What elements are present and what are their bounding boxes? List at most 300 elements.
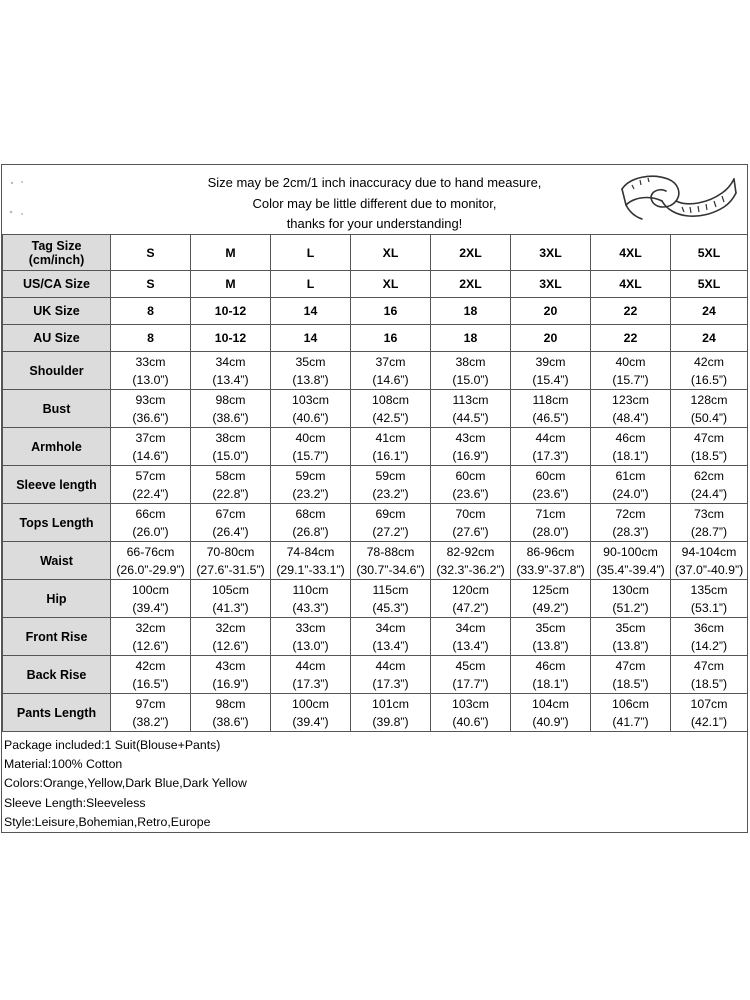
measurement-cell — [271, 542, 351, 580]
measurement-row — [3, 580, 748, 618]
inch-value: (39.4”) — [292, 714, 329, 729]
cm-value: 98cm — [215, 392, 246, 407]
inch-value: (16.1”) — [372, 448, 409, 463]
cm-value: 104cm — [532, 696, 569, 711]
inch-value: (38.6”) — [212, 714, 249, 729]
cm-value: 105cm — [212, 582, 249, 597]
inch-value: (50.4”) — [690, 410, 728, 425]
cm-value: 39cm — [535, 354, 566, 369]
measurement-cell — [511, 580, 591, 618]
cm-value: 70-80cm — [206, 544, 255, 559]
notice-line: thanks for your understanding! — [286, 216, 463, 231]
measurement-cell — [271, 580, 351, 618]
cm-value: 71cm — [535, 506, 566, 521]
info-line: Sleeve Length:Sleeveless — [4, 795, 146, 810]
inch-value: (18.1”) — [532, 676, 569, 691]
cm-value: 94-104cm — [681, 544, 737, 559]
measurement-cell — [111, 352, 191, 390]
size-chart — [1, 164, 748, 833]
cm-value: 62cm — [693, 468, 725, 483]
cm-value: 42cm — [135, 658, 166, 673]
cm-value: 90-100cm — [603, 544, 658, 559]
cm-value: 47cm — [615, 658, 646, 673]
measurement-cell — [351, 656, 431, 694]
size-cell: 20 — [511, 325, 591, 352]
measurement-cell — [431, 504, 511, 542]
inch-value: (16.9”) — [212, 676, 249, 691]
inch-value: (26.8”) — [292, 524, 329, 539]
inch-value: (28.0”) — [532, 524, 569, 539]
cm-value: 35cm — [615, 620, 646, 635]
measurement-cell — [511, 352, 591, 390]
cm-value: 115cm — [372, 582, 409, 597]
measurement-row — [3, 352, 748, 390]
measurement-cell — [271, 618, 351, 656]
measurement-cell — [191, 466, 271, 504]
cm-value: 59cm — [295, 468, 326, 483]
measurement-cell — [671, 504, 748, 542]
measurement-cell — [591, 466, 671, 504]
inch-value: (38.2”) — [132, 714, 169, 729]
size-cell: 14 — [271, 298, 351, 325]
measurement-cell — [511, 428, 591, 466]
row-label-unit: (cm/inch) — [28, 252, 85, 267]
size-header-row — [3, 298, 748, 325]
inch-value: (16.9”) — [452, 448, 489, 463]
inch-value: (17.7”) — [452, 676, 489, 691]
row-label: Hip — [3, 580, 111, 618]
inch-value: (15.0”) — [212, 448, 249, 463]
inch-value: (41.3”) — [212, 600, 249, 615]
cm-value: 44cm — [535, 430, 566, 445]
cm-value: 33cm — [295, 620, 326, 635]
measurement-cell — [591, 428, 671, 466]
measurement-row — [3, 656, 748, 694]
cm-value: 32cm — [215, 620, 246, 635]
size-cell: 3XL — [511, 235, 591, 271]
inch-value: (37.0”-40.9”) — [674, 562, 744, 577]
measurement-row — [3, 504, 748, 542]
inch-value: (32.3”-36.2”) — [436, 562, 505, 577]
cm-value: 43cm — [215, 658, 246, 673]
measurement-cell — [671, 694, 748, 732]
inch-value: (13.4”) — [372, 638, 409, 653]
measurement-cell — [511, 618, 591, 656]
measurement-cell — [591, 390, 671, 428]
inch-value: (15.7”) — [612, 372, 649, 387]
measurement-cell — [111, 618, 191, 656]
cm-value: 135cm — [690, 582, 728, 597]
measurement-cell — [111, 542, 191, 580]
measurement-cell — [671, 352, 748, 390]
inch-value: (42.1”) — [690, 714, 728, 729]
inch-value: (12.6”) — [212, 638, 249, 653]
product-info — [4, 736, 247, 832]
measurement-cell — [191, 542, 271, 580]
measurement-cell — [351, 504, 431, 542]
inch-value: (13.4”) — [212, 372, 249, 387]
inch-value: (15.7”) — [292, 448, 329, 463]
cm-value: 34cm — [455, 620, 486, 635]
inch-value: (45.3”) — [372, 600, 409, 615]
inch-value: (23.2”) — [372, 486, 409, 501]
inch-value: (40.6”) — [452, 714, 489, 729]
cm-value: 118cm — [532, 392, 569, 407]
cm-value: 72cm — [615, 506, 646, 521]
info-line: Package included:1 Suit(Blouse+Pants) — [4, 738, 221, 752]
row-label — [3, 235, 111, 271]
inch-value: (27.6”) — [452, 524, 489, 539]
size-cell: 5XL — [671, 271, 748, 298]
size-header-row — [3, 235, 748, 271]
inch-value: (23.6”) — [452, 486, 489, 501]
cm-value: 43cm — [455, 430, 486, 445]
inch-value: (17.3”) — [372, 676, 409, 691]
measurement-cell — [271, 428, 351, 466]
size-cell: L — [271, 271, 351, 298]
cm-value: 40cm — [615, 354, 646, 369]
inch-value: (26.0”) — [132, 524, 169, 539]
cm-value: 60cm — [455, 468, 486, 483]
cm-value: 58cm — [215, 468, 246, 483]
measurement-cell — [431, 466, 511, 504]
measurement-cell — [671, 466, 748, 504]
measurement-cell — [271, 504, 351, 542]
measurement-cell — [111, 694, 191, 732]
info-line: Colors:Orange,Yellow,Dark Blue,Dark Yellow — [4, 776, 247, 791]
cm-value: 46cm — [535, 658, 566, 673]
measurement-cell — [511, 390, 591, 428]
measurement-cell — [431, 428, 511, 466]
inch-value: (14.6”) — [132, 448, 169, 463]
cm-value: 42cm — [693, 354, 725, 369]
measurement-cell — [671, 618, 748, 656]
inch-value: (29.1”-33.1”) — [276, 562, 345, 577]
measurement-cell — [591, 504, 671, 542]
inch-value: (26.4”) — [212, 524, 249, 539]
cm-value: 110cm — [292, 582, 329, 597]
inch-value: (43.3”) — [292, 600, 329, 615]
measurement-cell — [431, 352, 511, 390]
inch-value: (38.6”) — [212, 410, 249, 425]
cm-value: 108cm — [372, 392, 409, 407]
cm-value: 69cm — [375, 506, 406, 521]
size-cell: S — [111, 271, 191, 298]
measurement-cell — [511, 694, 591, 732]
size-cell: 10-12 — [191, 325, 271, 352]
measurement-row — [3, 390, 748, 428]
cm-value: 38cm — [215, 430, 246, 445]
row-label: Waist — [3, 542, 111, 580]
measurement-cell — [511, 466, 591, 504]
cm-value: 45cm — [455, 658, 486, 673]
notice-banner — [2, 165, 747, 235]
measurement-cell — [591, 580, 671, 618]
inch-value: (14.6”) — [372, 372, 409, 387]
measurement-cell — [271, 390, 351, 428]
cm-value: 40cm — [295, 430, 326, 445]
inch-value: (44.5”) — [452, 410, 489, 425]
inch-value: (39.4”) — [132, 600, 169, 615]
cm-value: 34cm — [215, 354, 246, 369]
measurement-cell — [671, 428, 748, 466]
cm-value: 60cm — [535, 468, 566, 483]
measurement-row — [3, 466, 748, 504]
measurement-cell — [351, 352, 431, 390]
size-cell: 4XL — [591, 271, 671, 298]
size-header-row — [3, 325, 748, 352]
inch-value: (17.3”) — [292, 676, 329, 691]
inch-value: (46.5”) — [532, 410, 569, 425]
size-cell: 24 — [671, 325, 748, 352]
cm-value: 103cm — [452, 696, 489, 711]
cm-value: 66cm — [135, 506, 166, 521]
measurement-cell — [111, 580, 191, 618]
measurement-cell — [271, 694, 351, 732]
cm-value: 35cm — [535, 620, 566, 635]
inch-value: (42.5”) — [372, 410, 409, 425]
measurement-cell — [511, 656, 591, 694]
size-cell: 18 — [431, 325, 511, 352]
row-label: Shoulder — [3, 352, 111, 390]
cm-value: 73cm — [693, 506, 725, 521]
size-cell: 22 — [591, 325, 671, 352]
measurement-cell — [351, 542, 431, 580]
cm-value: 34cm — [375, 620, 406, 635]
cm-value: 97cm — [135, 696, 166, 711]
cm-value: 57cm — [135, 468, 166, 483]
size-cell: 22 — [591, 298, 671, 325]
measurement-row — [3, 428, 748, 466]
measurement-cell — [191, 656, 271, 694]
measurement-cell — [431, 542, 511, 580]
measurement-cell — [671, 542, 748, 580]
measurement-cell — [591, 618, 671, 656]
inch-value: (23.6”) — [532, 486, 569, 501]
cm-value: 107cm — [690, 696, 728, 711]
inch-value: (36.6”) — [132, 410, 169, 425]
inch-value: (13.8”) — [612, 638, 649, 653]
size-table — [2, 234, 748, 732]
row-label: Sleeve length — [3, 466, 111, 504]
measurement-cell — [191, 352, 271, 390]
cm-value: 78-88cm — [366, 544, 415, 559]
measurement-cell — [351, 466, 431, 504]
size-cell: 2XL — [431, 271, 511, 298]
measurement-cell — [351, 580, 431, 618]
cm-value: 130cm — [612, 582, 649, 597]
inch-value: (28.3”) — [612, 524, 649, 539]
measurement-cell — [191, 390, 271, 428]
size-cell: 8 — [111, 298, 191, 325]
cm-value: 36cm — [693, 620, 725, 635]
inch-value: (22.8”) — [212, 486, 249, 501]
inch-value: (13.0”) — [132, 372, 169, 387]
inch-value: (33.9”-37.8”) — [516, 562, 585, 577]
inch-value: (13.0”) — [292, 638, 329, 653]
cm-value: 100cm — [292, 696, 329, 711]
size-cell: 16 — [351, 325, 431, 352]
measurement-cell — [111, 390, 191, 428]
measurement-cell — [431, 390, 511, 428]
notice-line: Color may be little different due to monitor, — [252, 195, 497, 211]
cm-value: 125cm — [532, 582, 569, 597]
inch-value: (53.1”) — [690, 600, 728, 615]
cm-value: 82-92cm — [446, 544, 495, 559]
cm-value: 44cm — [375, 658, 406, 673]
measurement-cell — [351, 694, 431, 732]
inch-value: (18.5”) — [690, 448, 728, 463]
inch-value: (49.2”) — [532, 600, 569, 615]
measurement-cell — [191, 428, 271, 466]
measurement-cell — [591, 694, 671, 732]
inch-value: (51.2”) — [612, 600, 649, 615]
size-cell: 3XL — [511, 271, 591, 298]
size-cell: XL — [351, 235, 431, 271]
row-label-text: Tag Size — [31, 238, 82, 253]
inch-value: (27.6”-31.5”) — [196, 562, 265, 577]
inch-value: (35.4”-39.4”) — [596, 562, 665, 577]
notice-text — [152, 173, 597, 235]
measurement-cell — [431, 580, 511, 618]
inch-value: (24.0”) — [612, 486, 649, 501]
cm-value: 103cm — [292, 392, 329, 407]
size-cell: XL — [351, 271, 431, 298]
cm-value: 37cm — [375, 354, 406, 369]
measurement-cell — [591, 542, 671, 580]
measurement-cell — [511, 504, 591, 542]
size-cell: M — [191, 235, 271, 271]
measurement-cell — [111, 466, 191, 504]
row-label: Pants Length — [3, 694, 111, 732]
inch-value: (41.7”) — [612, 714, 649, 729]
measurement-row — [3, 618, 748, 656]
measurement-cell — [671, 390, 748, 428]
row-label: Back Rise — [3, 656, 111, 694]
cm-value: 98cm — [215, 696, 246, 711]
row-label-text: AU Size — [33, 331, 80, 345]
inch-value: (12.6”) — [132, 638, 169, 653]
row-label-text: UK Size — [33, 304, 80, 318]
cm-value: 41cm — [375, 430, 406, 445]
measurement-cell — [191, 504, 271, 542]
cm-value: 47cm — [693, 658, 725, 673]
size-cell: 5XL — [671, 235, 748, 271]
info-line: Style:Leisure,Bohemian,Retro,Europe — [4, 814, 211, 829]
inch-value: (28.7”) — [690, 524, 728, 539]
cm-value: 86-96cm — [526, 544, 575, 559]
measurement-cell — [591, 656, 671, 694]
measurement-cell — [431, 656, 511, 694]
inch-value: (13.8”) — [532, 638, 569, 653]
inch-value: (16.5”) — [690, 372, 728, 387]
measurement-cell — [191, 580, 271, 618]
speck-marks — [8, 179, 38, 219]
cm-value: 66-76cm — [126, 544, 175, 559]
measurement-cell — [271, 656, 351, 694]
cm-value: 46cm — [615, 430, 646, 445]
cm-value: 123cm — [612, 392, 649, 407]
measurement-cell — [431, 618, 511, 656]
inch-value: (18.1”) — [612, 448, 649, 463]
row-label — [3, 325, 111, 352]
row-label: Front Rise — [3, 618, 111, 656]
cm-value: 74-84cm — [286, 544, 335, 559]
size-cell: 8 — [111, 325, 191, 352]
measurement-row — [3, 542, 748, 580]
measurement-cell — [511, 542, 591, 580]
cm-value: 106cm — [612, 696, 649, 711]
inch-value: (24.4”) — [690, 486, 728, 501]
inch-value: (16.5”) — [132, 676, 169, 691]
size-cell: M — [191, 271, 271, 298]
notice-line: Size may be 2cm/1 inch inaccuracy due to hand measure, — [207, 175, 542, 190]
cm-value: 32cm — [135, 620, 166, 635]
inch-value: (40.6”) — [292, 410, 329, 425]
cm-value: 44cm — [295, 658, 326, 673]
measurement-cell — [111, 428, 191, 466]
size-cell: 16 — [351, 298, 431, 325]
info-line: Material:100% Cotton — [4, 757, 123, 772]
inch-value: (39.8”) — [372, 714, 409, 729]
row-label — [3, 271, 111, 298]
measurement-cell — [431, 694, 511, 732]
cm-value: 61cm — [615, 468, 646, 483]
row-label-text: US/CA Size — [23, 277, 90, 291]
cm-value: 37cm — [135, 430, 166, 445]
measurement-cell — [111, 504, 191, 542]
inch-value: (48.4”) — [612, 410, 649, 425]
inch-value: (22.4”) — [132, 486, 169, 501]
size-cell: 4XL — [591, 235, 671, 271]
cm-value: 67cm — [215, 506, 246, 521]
inch-value: (13.8”) — [292, 372, 329, 387]
measurement-row — [3, 694, 748, 732]
size-cell: 24 — [671, 298, 748, 325]
cm-value: 70cm — [455, 506, 486, 521]
inch-value: (30.7”-34.6”) — [356, 562, 425, 577]
inch-value: (15.0”) — [452, 372, 489, 387]
cm-value: 93cm — [135, 392, 166, 407]
inch-value: (40.9”) — [532, 714, 569, 729]
inch-value: (27.2”) — [372, 524, 409, 539]
measurement-cell — [271, 352, 351, 390]
inch-value: (23.2”) — [292, 486, 329, 501]
size-cell: L — [271, 235, 351, 271]
size-header-row — [3, 271, 748, 298]
inch-value: (14.2”) — [690, 638, 728, 653]
cm-value: 128cm — [690, 392, 728, 407]
measuring-tape-icon — [612, 167, 740, 233]
size-cell: 20 — [511, 298, 591, 325]
inch-value: (18.5”) — [690, 676, 728, 691]
measurement-cell — [191, 618, 271, 656]
measurement-cell — [351, 428, 431, 466]
inch-value: (15.4”) — [532, 372, 569, 387]
cm-value: 59cm — [375, 468, 406, 483]
cm-value: 100cm — [132, 582, 169, 597]
inch-value: (47.2”) — [452, 600, 489, 615]
size-cell: 2XL — [431, 235, 511, 271]
cm-value: 101cm — [372, 696, 409, 711]
cm-value: 38cm — [455, 354, 486, 369]
measurement-cell — [271, 466, 351, 504]
inch-value: (18.5”) — [612, 676, 649, 691]
cm-value: 120cm — [452, 582, 489, 597]
row-label: Armhole — [3, 428, 111, 466]
size-cell: 18 — [431, 298, 511, 325]
cm-value: 68cm — [295, 506, 326, 521]
